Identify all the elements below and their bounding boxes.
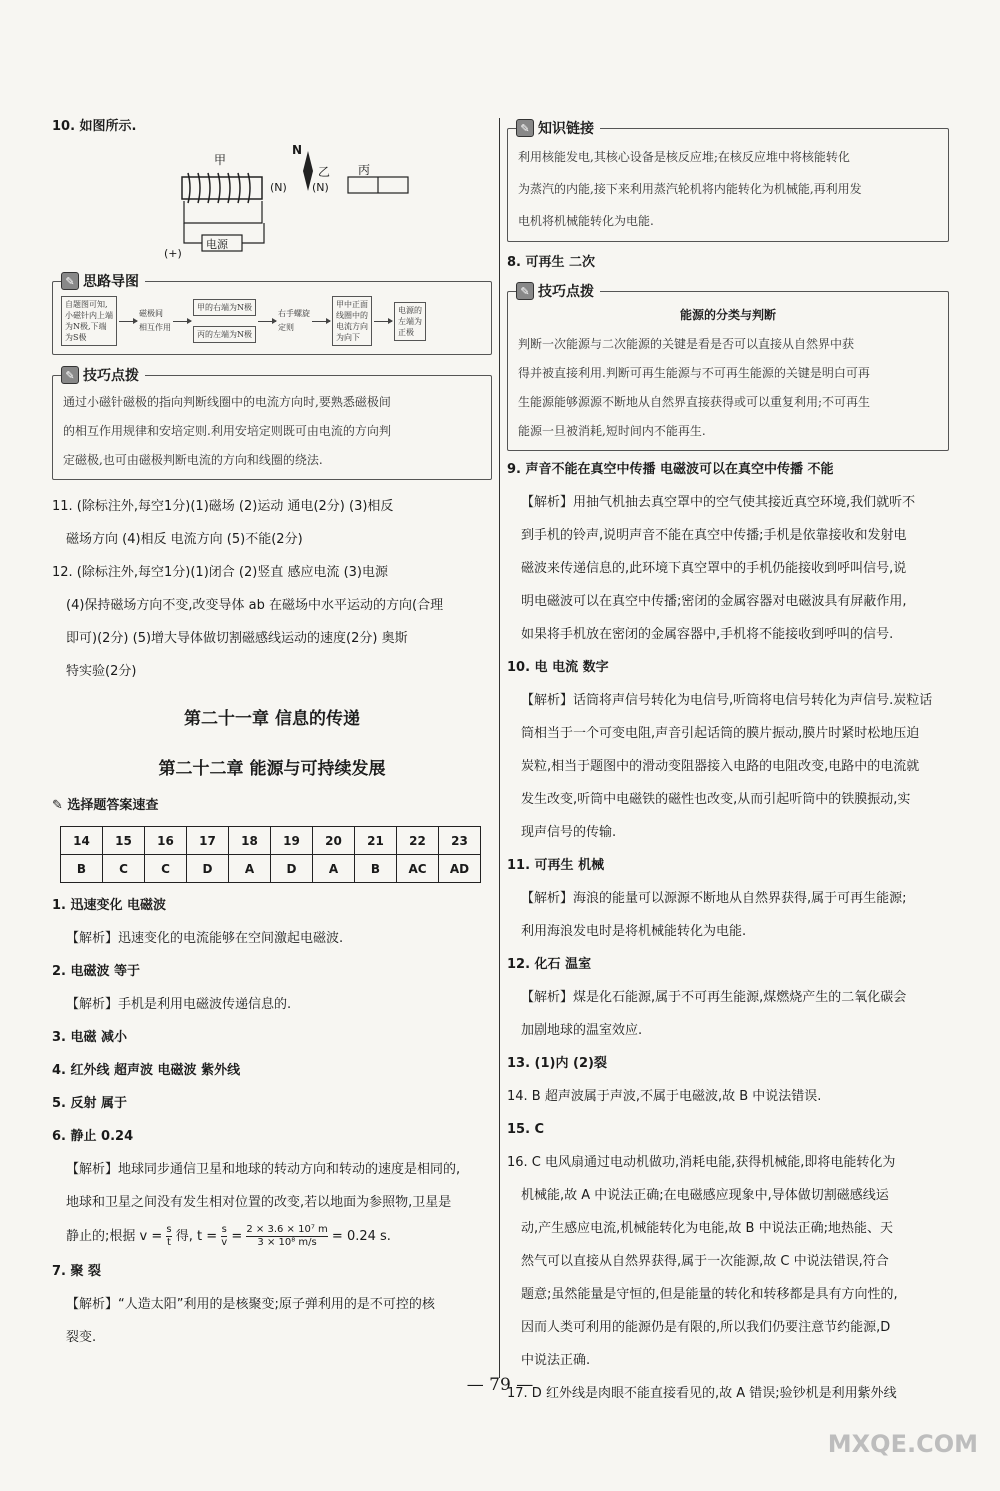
q11-block bbox=[52, 490, 492, 556]
label-yi: 乙 bbox=[318, 165, 331, 179]
a6-analysis: 【解析】地球同步通信卫星和地球的转动方向和转动的速度是相同的, bbox=[66, 1162, 461, 1177]
jiqiao-title-2: 技巧点拨 bbox=[538, 284, 594, 300]
jiqiao-box-2 bbox=[507, 284, 949, 451]
a11-analysis: 利用海浪发电时是将机械能转化为电能. bbox=[521, 924, 747, 939]
answer-num-row bbox=[61, 827, 481, 855]
column-divider bbox=[499, 118, 500, 1378]
a16-analysis: 因而人类可利用的能源仍是有限的,所以我们仍要注意节约能源,D bbox=[521, 1320, 891, 1335]
answer-table bbox=[60, 826, 481, 883]
text-line: 的相互作用规律和安培定则.利用安培定则既可由电流的方向判 bbox=[63, 424, 391, 438]
jiqiao-box-1 bbox=[52, 368, 492, 480]
answer-num: 15 bbox=[103, 827, 145, 855]
answer-val: D bbox=[187, 855, 229, 883]
flow-box-4: 甲中正面 线圈中的 电流方向 为向下 bbox=[332, 296, 372, 346]
a15-answer: 15. C bbox=[507, 1122, 545, 1137]
label-n1: (N) bbox=[270, 181, 287, 194]
a10-analysis: 【解析】话筒将声信号转化为电信号,听筒将电信号转化为声信号.炭粒话 bbox=[521, 693, 933, 708]
denominator: t bbox=[167, 1237, 171, 1248]
a10-answer: 10. 电 电流 数字 bbox=[507, 660, 609, 675]
tip-icon: ✎ bbox=[516, 282, 534, 300]
answer-quick-label: 选择题答案速查 bbox=[67, 798, 159, 813]
left-column bbox=[52, 110, 492, 1354]
a9-analysis: 明电磁波可以在真空中传播;密闭的金属容器对电磁波具有屏蔽作用, bbox=[521, 594, 907, 609]
answer-val: A bbox=[313, 855, 355, 883]
q10-label: 10. 如图所示. bbox=[52, 119, 137, 134]
q11-line: 11. (除标注外,每空1分)(1)磁场 (2)运动 通电(2分) (3)相反 bbox=[52, 499, 394, 514]
a6-answer: 6. 静止 0.24 bbox=[52, 1129, 134, 1144]
a10-analysis: 炭粒,相当于题图中的滑动变阻器接入电路的电阻改变,电路中的电流就 bbox=[521, 759, 920, 774]
flow-box-1: 自题图可知, 小磁针内上端 为N极,下端 为S极 bbox=[61, 296, 117, 346]
text-line: 生能源能够源源不断地从自然界直接获得或可以重复利用;不可再生 bbox=[518, 395, 871, 409]
a2-answer: 2. 电磁波 等于 bbox=[52, 964, 141, 979]
jiqiao-head-2 bbox=[516, 280, 600, 302]
answer-num: 17 bbox=[187, 827, 229, 855]
answer-num: 19 bbox=[271, 827, 313, 855]
a2-analysis: 【解析】手机是利用电磁波传递信息的. bbox=[66, 997, 292, 1012]
text-line: 为蒸汽的内能,接下来利用蒸汽轮机将内能转化为机械能,再利用发 bbox=[518, 182, 862, 196]
text-line: 利用核能发电,其核心设备是核反应堆;在核反应堆中将核能转化 bbox=[518, 150, 850, 164]
answer-num: 18 bbox=[229, 827, 271, 855]
a9-analysis: 到手机的铃声,说明声音不能在真空中传播;手机是依靠接收和发射电 bbox=[521, 528, 907, 543]
link-icon: ✎ bbox=[516, 119, 534, 137]
a16-analysis: 动,产生感应电流,机械能转化为电能,故 B 中说法正确;地热能、天 bbox=[521, 1221, 893, 1236]
text-line: 电机将机械能转化为电能. bbox=[518, 214, 654, 228]
zhishi-body bbox=[508, 139, 948, 241]
fraction bbox=[166, 1224, 171, 1249]
a1-analysis: 【解析】迅速变化的电流能够在空间激起电磁波. bbox=[66, 931, 344, 946]
silu-flow bbox=[53, 292, 491, 354]
q12-block bbox=[52, 556, 492, 688]
flow-arrow bbox=[374, 321, 392, 322]
answer-val: C bbox=[145, 855, 187, 883]
lightbulb-icon: ✎ bbox=[61, 272, 79, 290]
a9-analysis: 磁波来传递信息的,此环境下真空罩中的手机仍能接收到呼叫信号,说 bbox=[521, 561, 907, 576]
flow-arrow bbox=[312, 321, 330, 322]
a10-analysis: 筒相当于一个可变电阻,声音引起话筒的膜片振动,膜片时紧时松地压迫 bbox=[521, 726, 920, 741]
jiqiao-head-1 bbox=[61, 364, 145, 386]
label-n2: (N) bbox=[312, 181, 329, 194]
a12-analysis: 加剧地球的温室效应. bbox=[521, 1023, 643, 1038]
answer-num: 14 bbox=[61, 827, 103, 855]
flow-arrow bbox=[258, 321, 276, 322]
text-line: 定磁极,也可由磁极判断电流的方向和线圈的绕法. bbox=[63, 453, 323, 467]
fraction bbox=[246, 1224, 327, 1249]
a7-analysis: 裂变. bbox=[66, 1330, 97, 1345]
a17-answer: 17. D 红外线是肉眼不能直接看见的,故 A 错误;验钞机是利用紫外线 bbox=[507, 1386, 897, 1401]
a11-analysis: 【解析】海浪的能量可以源源不断地从自然界获得,属于可再生能源; bbox=[521, 891, 907, 906]
answer-val: C bbox=[103, 855, 145, 883]
chapter-22-title: 第二十二章 能源与可持续发展 bbox=[158, 759, 386, 779]
answer-quick-title bbox=[52, 794, 492, 818]
a6-formula bbox=[52, 1219, 492, 1255]
formula-text: 静止的;根据 v = bbox=[66, 1229, 163, 1244]
jiqiao-body-1 bbox=[53, 386, 491, 479]
answer-val: B bbox=[355, 855, 397, 883]
a14-answer: 14. B 超声波属于声波,不属于电磁波,故 B 中说法错误. bbox=[507, 1089, 822, 1104]
answer-num: 21 bbox=[355, 827, 397, 855]
answer-num: 22 bbox=[397, 827, 439, 855]
formula-text: = 0.24 s. bbox=[331, 1229, 391, 1244]
magnet-diagram bbox=[152, 143, 492, 261]
answer-val: B bbox=[61, 855, 103, 883]
a12-answer: 12. 化石 温室 bbox=[507, 957, 592, 972]
a10-analysis: 发生改变,听筒中电磁铁的磁性也改变,从而引起听筒中的铁膜振动,实 bbox=[521, 792, 911, 807]
zhishi-box bbox=[507, 121, 949, 242]
a12-analysis: 【解析】煤是化石能源,属于不可再生能源,煤燃烧产生的二氧化碳会 bbox=[521, 990, 907, 1005]
flow-box-2: 甲的右端为N极 bbox=[193, 299, 256, 316]
label-n-top: N bbox=[292, 143, 303, 157]
text-line: 得并被直接利用.判断可再生能源与不可再生能源的关键是明白可再 bbox=[518, 366, 870, 380]
answer-val: D bbox=[271, 855, 313, 883]
numerator: 2 × 3.6 × 10⁷ m bbox=[246, 1224, 328, 1235]
chapter-21-title: 第二十一章 信息的传递 bbox=[184, 709, 360, 729]
a7-answer: 7. 聚 裂 bbox=[52, 1264, 102, 1279]
a6-analysis: 地球和卫星之间没有发生相对位置的改变,若以地面为参照物,卫星是 bbox=[66, 1195, 452, 1210]
a16-analysis: 机械能,故 A 中说法正确;在电磁感应现象中,导体做切割磁感线运 bbox=[521, 1188, 889, 1203]
formula-text: = bbox=[231, 1229, 243, 1244]
denominator: v bbox=[221, 1237, 228, 1248]
zhishi-title: 知识链接 bbox=[538, 121, 594, 137]
answer-val: A bbox=[229, 855, 271, 883]
circuit-svg bbox=[152, 143, 472, 261]
answer-num: 23 bbox=[439, 827, 481, 855]
a8-answer: 8. 可再生 二次 bbox=[507, 255, 596, 270]
wire-loop bbox=[184, 201, 262, 223]
a5-answer: 5. 反射 属于 bbox=[52, 1096, 128, 1111]
flow-label-2: 右手螺旋 定则 bbox=[278, 309, 310, 332]
flow-box-5: 电源的 左端为 正极 bbox=[394, 302, 426, 341]
a4-answer: 4. 红外线 超声波 电磁波 紫外线 bbox=[52, 1063, 241, 1078]
a3-answer: 3. 电磁 减小 bbox=[52, 1030, 128, 1045]
answer-val: AC bbox=[397, 855, 439, 883]
text-line: 通过小磁针磁极的指向判断线圈中的电流方向时,要熟悉磁极间 bbox=[63, 395, 391, 409]
flow-arrow bbox=[119, 321, 137, 322]
numerator: s bbox=[221, 1224, 227, 1235]
label-plus: (+) bbox=[164, 247, 182, 260]
right-column bbox=[507, 110, 949, 1410]
a9-analysis: 【解析】用抽气机抽去真空罩中的空气使其接近真空环境,我们就听不 bbox=[521, 495, 916, 510]
flow-mid bbox=[193, 299, 256, 343]
a10-analysis: 现声信号的传输. bbox=[521, 825, 617, 840]
a16-analysis: 中说法正确. bbox=[521, 1353, 591, 1368]
zhishi-head bbox=[516, 117, 600, 139]
flow-label-1: 磁极间 相互作用 bbox=[139, 309, 171, 332]
a11-answer: 11. 可再生 机械 bbox=[507, 858, 605, 873]
a16-analysis: 然气可以直接从自然界获得,属于一次能源,故 C 中说法错误,符合 bbox=[521, 1254, 889, 1269]
site-watermark: MXQE.COM bbox=[827, 1430, 978, 1458]
answer-val: AD bbox=[439, 855, 481, 883]
numerator: s bbox=[166, 1224, 172, 1235]
a16-answer: 16. C 电风扇通过电动机做功,消耗电能,获得机械能,即将电能转化为 bbox=[507, 1155, 896, 1170]
answer-val-row bbox=[61, 855, 481, 883]
label-jia: 甲 bbox=[214, 153, 227, 167]
silu-title: 思路导图 bbox=[83, 274, 139, 290]
label-power: 电源 bbox=[206, 238, 228, 251]
answer-num: 20 bbox=[313, 827, 355, 855]
flow-arrow bbox=[173, 321, 191, 322]
page-number: — 79 — bbox=[466, 1375, 534, 1395]
jiqiao-subtitle-2: 能源的分类与判断 bbox=[679, 308, 776, 322]
a9-answer: 9. 声音不能在真空中传播 电磁波可以在真空中传播 不能 bbox=[507, 462, 834, 477]
text-line: 能源一旦被消耗,短时间内不能再生. bbox=[518, 424, 706, 438]
silu-box bbox=[52, 274, 492, 355]
a1-answer: 1. 迅速变化 电磁波 bbox=[52, 898, 167, 913]
label-bing: 丙 bbox=[358, 163, 371, 177]
a13-answer: 13. (1)内 (2)裂 bbox=[507, 1056, 607, 1071]
text-line: 判断一次能源与二次能源的关键是看是否可以直接从自然界中获 bbox=[518, 337, 855, 351]
q11-line: 磁场方向 (4)相反 电流方向 (5)不能(2分) bbox=[66, 532, 303, 547]
q12-line: 12. (除标注外,每空1分)(1)闭合 (2)竖直 感应电流 (3)电源 bbox=[52, 565, 388, 580]
tip-icon: ✎ bbox=[61, 366, 79, 384]
q12-line: 特实验(2分) bbox=[66, 664, 137, 679]
answer-num: 16 bbox=[145, 827, 187, 855]
a7-analysis: 【解析】“人造太阳”利用的是核聚变;原子弹利用的是不可控的核 bbox=[66, 1297, 435, 1312]
flow-box-3: 丙的左端为N极 bbox=[193, 326, 256, 343]
a16-analysis: 题意;虽然能量是守恒的,但是能量的转化和转移都是具有方向性的, bbox=[521, 1287, 898, 1302]
q12-line: (4)保持磁场方向不变,改变导体 ab 在磁场中水平运动的方向(合理 bbox=[66, 598, 444, 613]
pencil-icon: ✎ bbox=[52, 798, 68, 813]
formula-text: 得, t = bbox=[175, 1229, 218, 1244]
denominator: 3 × 10⁸ m/s bbox=[257, 1237, 317, 1248]
jiqiao-body-2 bbox=[508, 328, 948, 450]
silu-head bbox=[61, 270, 145, 292]
q12-line: 即可)(2分) (5)增大导体做切割磁感线运动的速度(2分) 奥斯 bbox=[66, 631, 408, 646]
a9-analysis: 如果将手机放在密闭的金属容器中,手机将不能接收到呼叫的信号. bbox=[521, 627, 894, 642]
jiqiao-title-1: 技巧点拨 bbox=[83, 368, 139, 384]
fraction bbox=[221, 1224, 227, 1249]
